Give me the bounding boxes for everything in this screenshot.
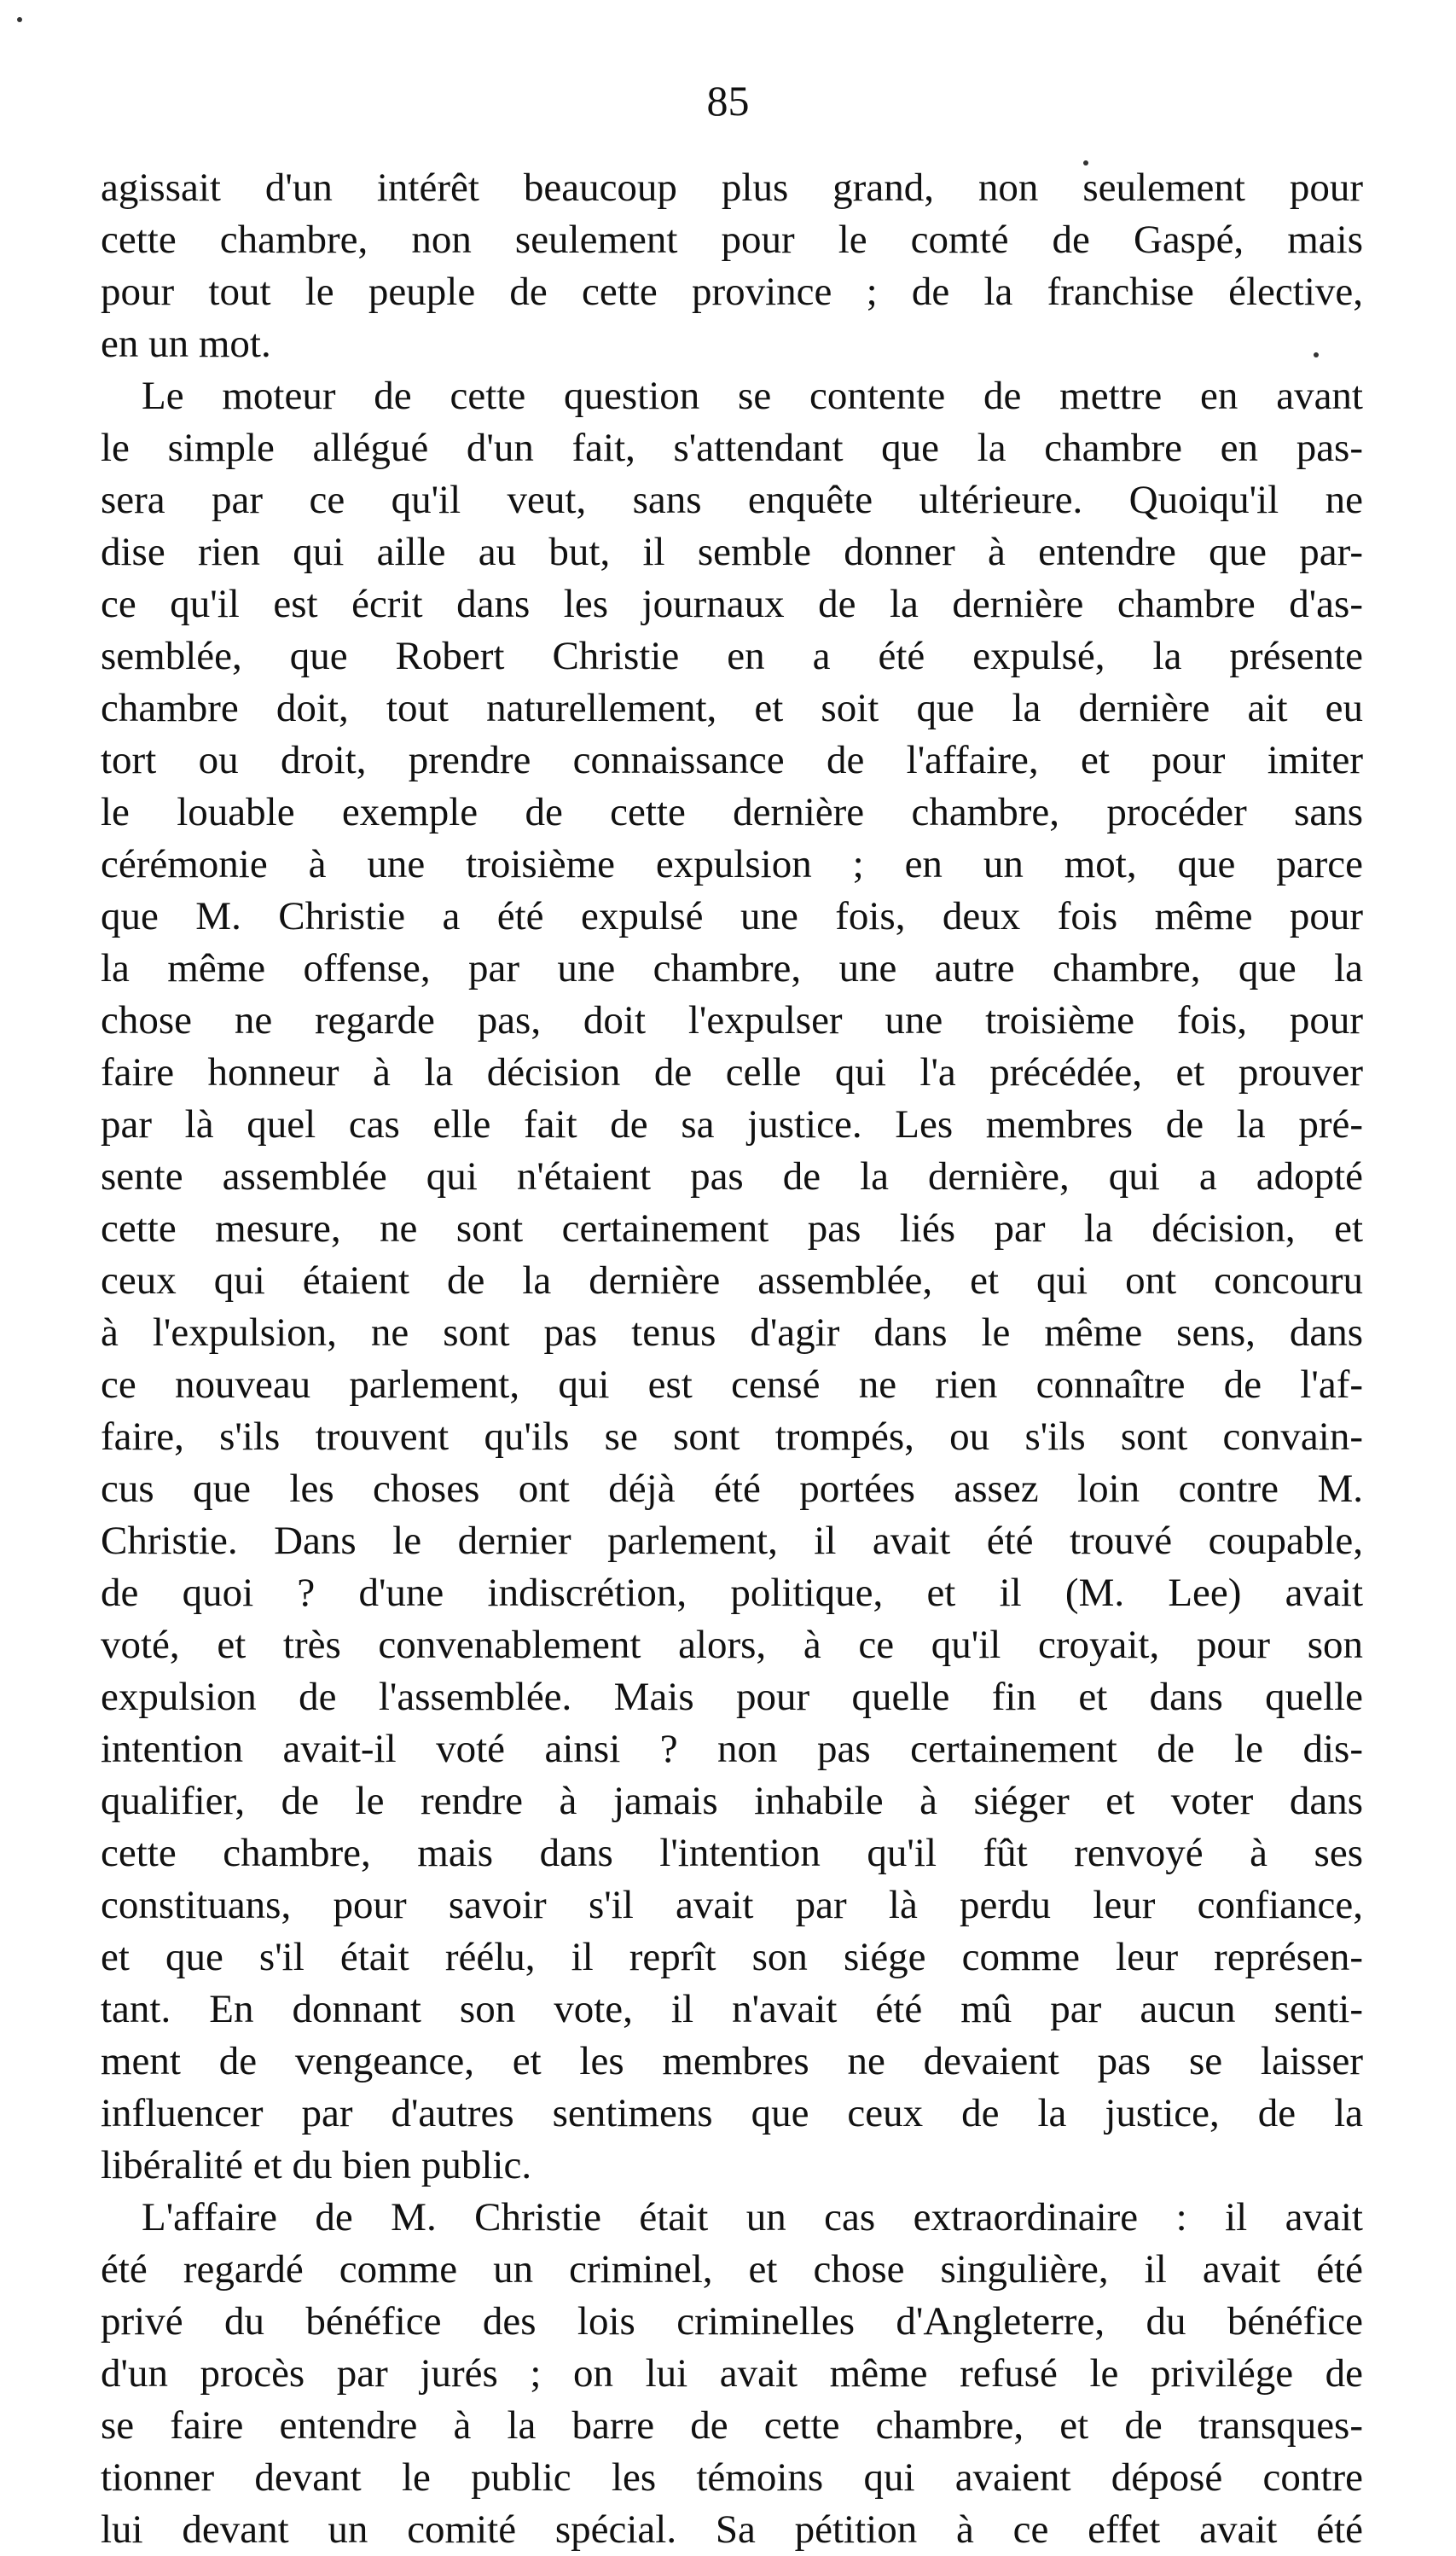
text-line: Le moteur de cette question se contente de mettre en avant [142,374,1363,418]
text-line: privé du bénéfice des lois criminelles d'Angleterre, du bénéfice [101,2299,1363,2344]
text-line: ce qu'il est écrit dans les journaux de la dernière chambre d'as- [101,582,1363,626]
text-line: se faire entendre à la barre de cette chambre, et de transques- [101,2403,1363,2448]
text-line: semblée, que Robert Christie en a été expulsé, la présente [101,634,1363,678]
text-line: expulsion de l'assemblée. Mais pour quelle fin et dans quelle [101,1675,1363,1719]
page-number: 85 [706,77,750,125]
text-line: la même offense, par une chambre, une autre chambre, que la [101,946,1363,990]
body-text [101,162,1363,2556]
text-line: sera par ce qu'il veut, sans enquête ultérieure. Quoiqu'il ne [101,478,1363,522]
text-line: que M. Christie a été expulsé une fois, deux fois même pour [101,894,1363,938]
text-line: sente assemblée qui n'étaient pas de la dernière, qui a adopté [101,1154,1363,1199]
text-line: été regardé comme un criminel, et chose singulière, il avait été [101,2247,1363,2292]
text-line: en un mot. [101,322,271,366]
text-line: libéralité et du bien public. [101,2143,532,2187]
text-line: cette chambre, non seulement pour le comté de Gaspé, mais [101,218,1363,262]
text-line: qualifier, de le rendre à jamais inhabile à siéger et voter dans [101,1779,1363,1823]
scan-speck [17,17,22,22]
text-line: le louable exemple de cette dernière chambre, procéder sans [101,790,1363,834]
text-line: dise rien qui aille au but, il semble donner à entendre que par- [101,530,1363,574]
text-line: cette chambre, mais dans l'intention qu'il fût renvoyé à ses [101,1831,1363,1875]
text-line: intention avait-il voté ainsi ? non pas certainement de le dis- [101,1727,1363,1771]
text-line: et que s'il était réélu, il reprît son siége comme leur représen- [101,1935,1363,1979]
text-line: influencer par d'autres sentimens que ceux de la justice, de la [101,2091,1363,2135]
text-line: L'affaire de M. Christie était un cas extraordinaire : il avait [142,2195,1363,2239]
text-line: à l'expulsion, ne sont pas tenus d'agir dans le même sens, dans [101,1310,1363,1355]
text-line: faire honneur à la décision de celle qui l'a précédée, et prouver [101,1050,1363,1095]
text-line: Christie. Dans le dernier parlement, il avait été trouvé coupable, [101,1519,1363,1563]
text-line: ceux qui étaient de la dernière assemblée, et qui ont concouru [101,1258,1363,1303]
text-line: tant. En donnant son vote, il n'avait été mû par aucun senti- [101,1987,1363,2031]
scan-speck [1314,352,1319,357]
text-line: cette mesure, ne sont certainement pas liés par la décision, et [101,1206,1363,1251]
text-line: lui devant un comité spécial. Sa pétition à ce effet avait été [101,2507,1363,2552]
text-line: constituans, pour savoir s'il avait par là perdu leur confiance, [101,1883,1363,1927]
text-line: faire, s'ils trouvent qu'ils se sont trompés, ou s'ils sont convain- [101,1415,1363,1459]
text-line: ment de vengeance, et les membres ne devaient pas se laisser [101,2039,1363,2083]
text-line: cérémonie à une troisième expulsion ; en un mot, que parce [101,842,1363,886]
text-line: d'un procès par jurés ; on lui avait même refusé le privilége de [101,2351,1363,2396]
text-line: pour tout le peuple de cette province ; de la franchise élective, [101,270,1363,314]
text-line: le simple allégué d'un fait, s'attendant que la chambre en pas- [101,426,1363,470]
text-line: voté, et très convenablement alors, à ce qu'il croyait, pour son [101,1623,1363,1667]
text-line: chambre doit, tout naturellement, et soit que la dernière ait eu [101,686,1363,730]
text-line: de quoi ? d'une indiscrétion, politique, et il (M. Lee) avait [101,1571,1363,1615]
scan-speck [1083,160,1088,166]
text-line: agissait d'un intérêt beaucoup plus grand, non seulement pour [101,166,1363,210]
text-line: cus que les choses ont déjà été portées assez loin contre M. [101,1467,1363,1511]
text-line: tionner devant le public les témoins qui avaient déposé contre [101,2455,1363,2500]
text-line: tort ou droit, prendre connaissance de l'affaire, et pour imiter [101,738,1363,782]
text-line: par là quel cas elle fait de sa justice. Les membres de la pré- [101,1102,1363,1147]
text-line: chose ne regarde pas, doit l'expulser une troisième fois, pour [101,998,1363,1043]
text-line: ce nouveau parlement, qui est censé ne rien connaître de l'af- [101,1362,1363,1407]
